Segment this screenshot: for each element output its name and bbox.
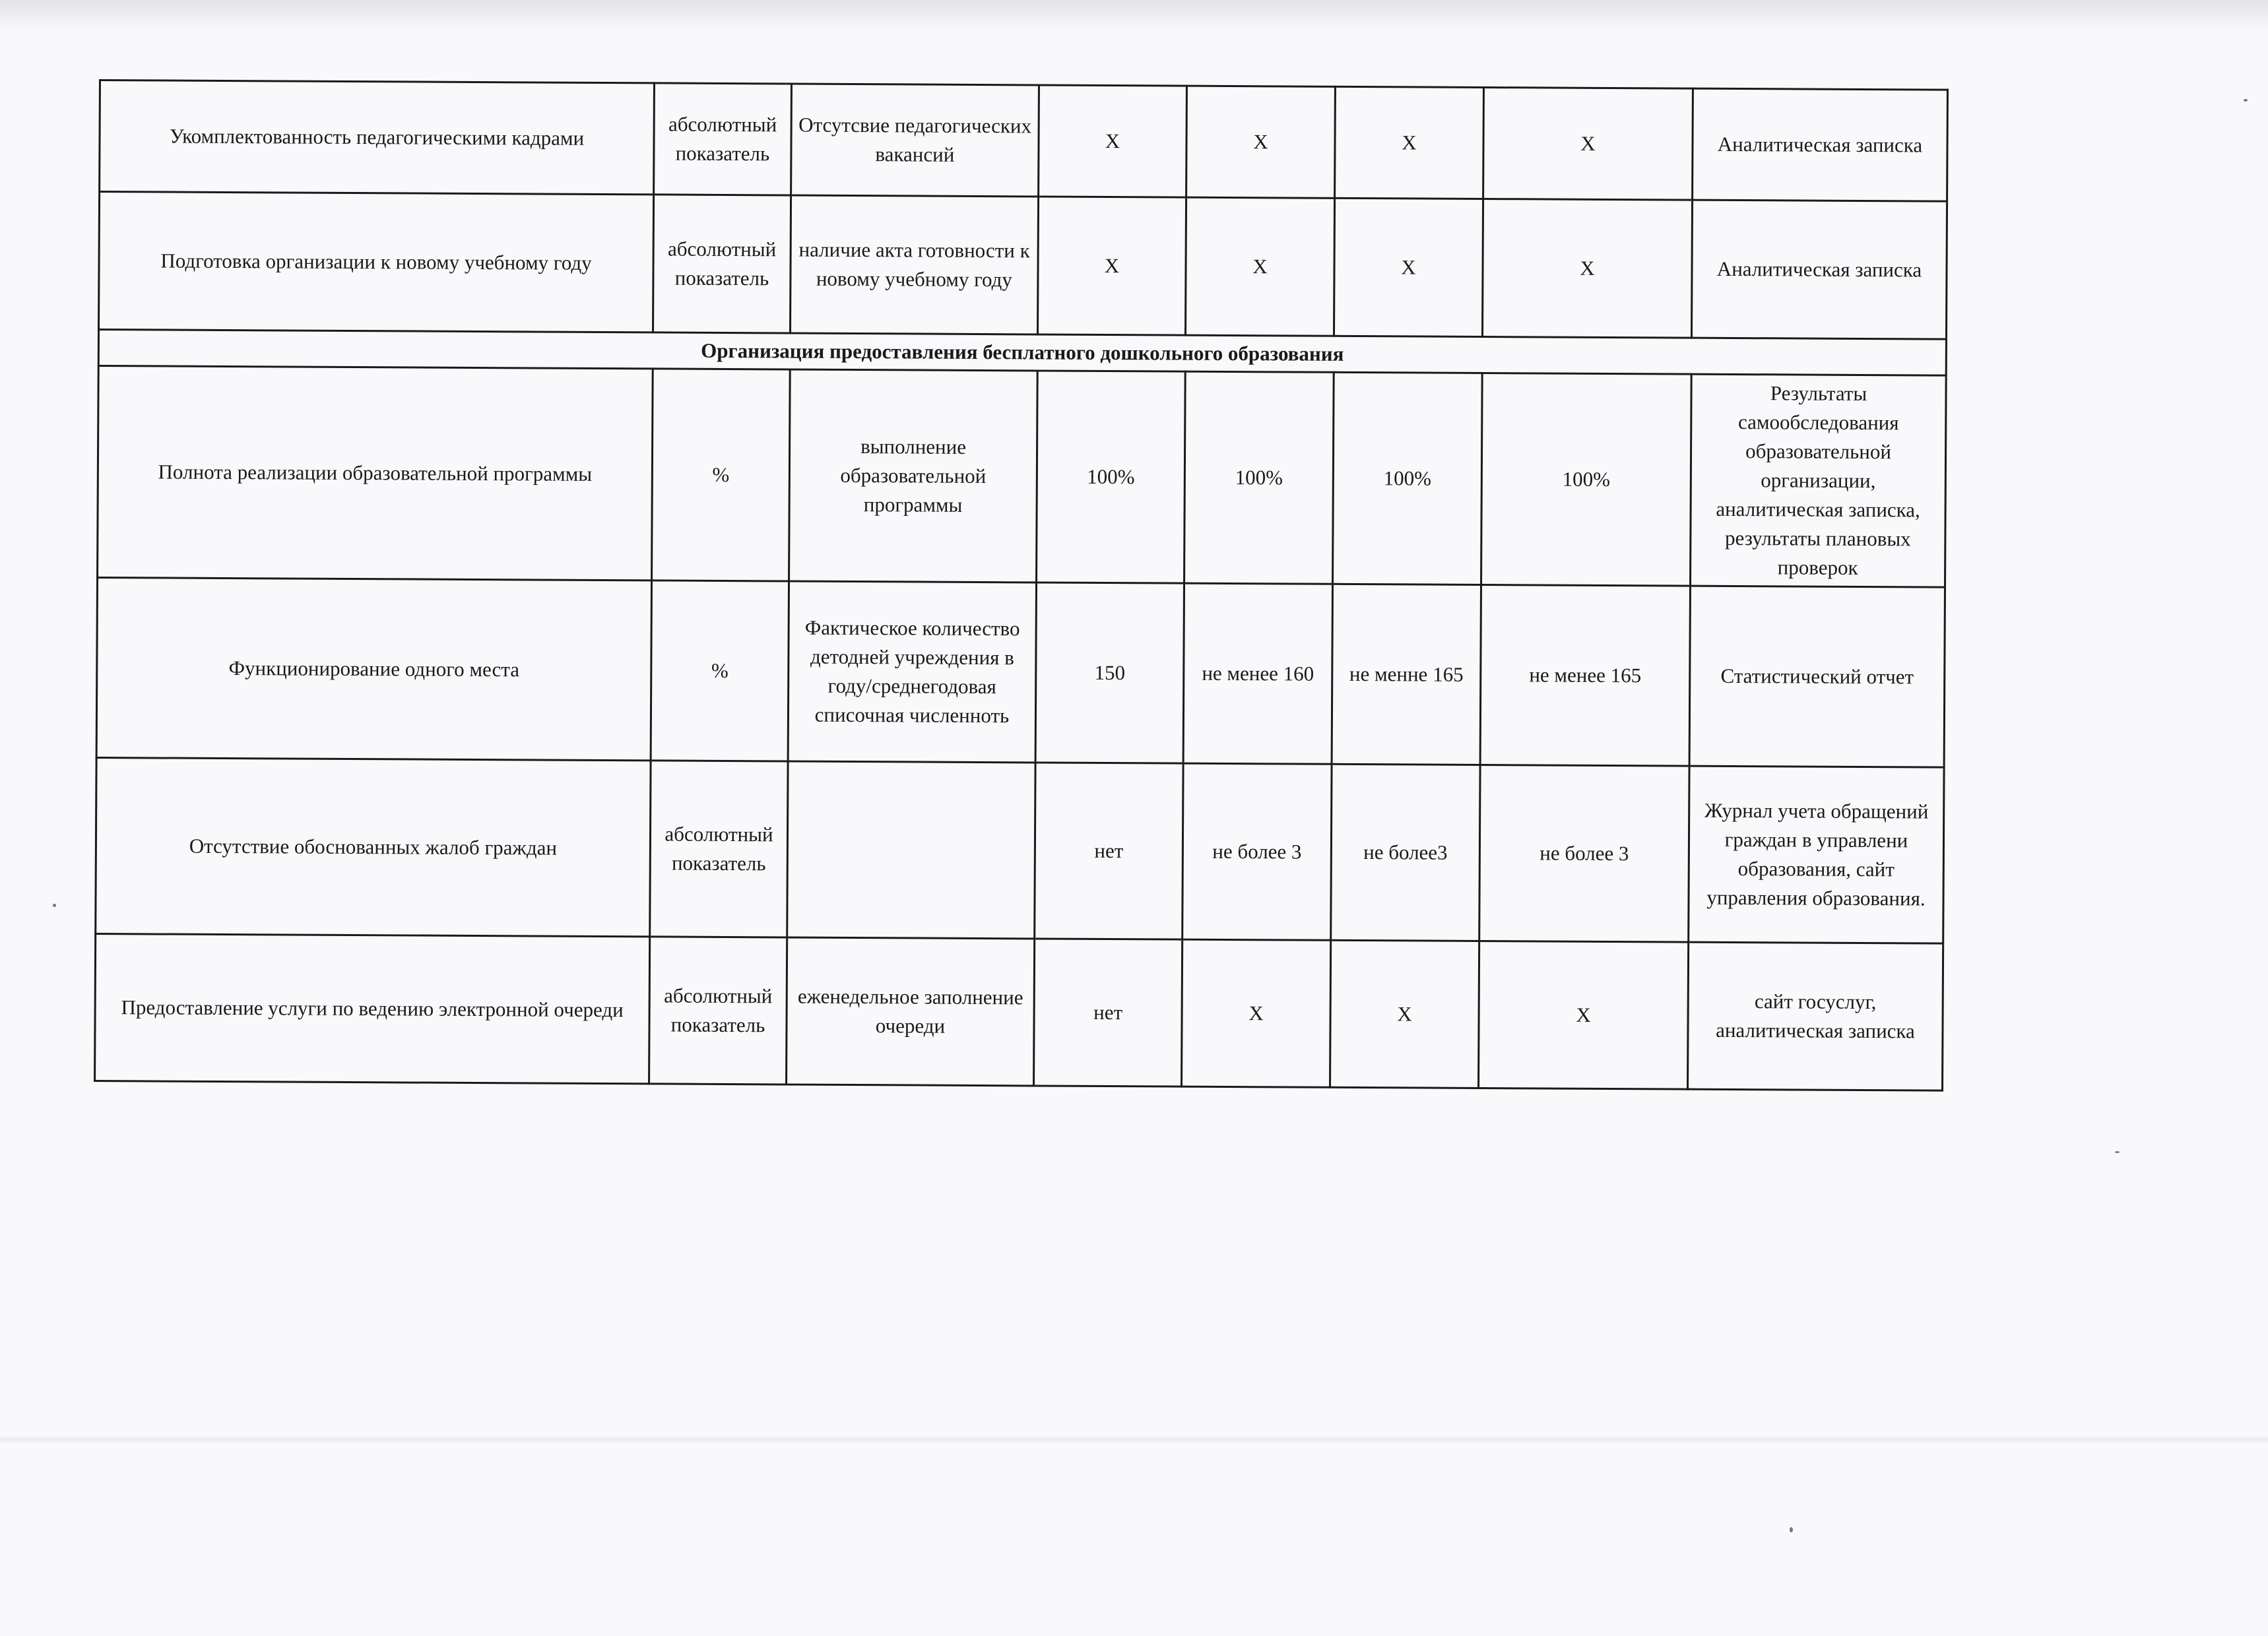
value-cell: X <box>1482 199 1692 338</box>
scan-shadow <box>0 0 2268 32</box>
table-row <box>100 80 1948 202</box>
unit-cell: абсолютный показатель <box>650 761 788 937</box>
value-cell: не менее 165 <box>1480 584 1690 766</box>
value-cell: X <box>1335 86 1484 199</box>
source-cell: Аналитическая записка <box>1693 88 1948 201</box>
indicator-cell: Укомплектованность педагогическими кадрами <box>100 80 655 195</box>
indicator-cell: Предоставление услуги по ведению электронной очереди <box>95 934 650 1084</box>
method-cell: еженедельное заполнение очереди <box>787 937 1035 1086</box>
value-cell: X <box>1182 939 1331 1087</box>
speck <box>2115 1151 2120 1153</box>
value-cell: X <box>1186 86 1336 198</box>
source-cell: Статистический отчет <box>1689 586 1945 767</box>
table-row <box>96 758 1944 944</box>
source-cell: Журнал учета обращений граждан в управлени образования, сайт управления образования. <box>1689 766 1944 943</box>
indicator-cell: Функционирование одного места <box>96 578 651 761</box>
value-cell: не более 3 <box>1479 765 1689 942</box>
value-cell: не менее 160 <box>1183 583 1332 764</box>
value-cell: X <box>1185 197 1334 336</box>
value-cell: нет <box>1034 939 1183 1086</box>
value-cell: X <box>1039 85 1187 197</box>
speck <box>1790 1527 1793 1532</box>
source-cell: Аналитическая записка <box>1691 200 1947 339</box>
method-cell <box>787 761 1035 939</box>
method-cell: Отсутсвие педагогических вакансий <box>791 84 1039 197</box>
table-row <box>98 366 1947 588</box>
value-cell: X <box>1037 197 1186 335</box>
unit-cell: абсолютный показатель <box>654 83 792 195</box>
source-cell: сайт госуслуг, аналитическая записка <box>1688 942 1943 1090</box>
source-cell: Результаты самообследования образовательной организации, аналитическая записка, результаты плановых проверок <box>1691 374 1947 587</box>
section-title: Организация предоставления бесплатного дошкольного образования <box>98 330 1946 376</box>
speck <box>2244 99 2248 102</box>
value-cell: 100% <box>1481 373 1692 586</box>
value-cell: не более3 <box>1331 764 1480 941</box>
table-row <box>95 934 1943 1091</box>
value-cell: 150 <box>1035 582 1184 763</box>
speck <box>53 904 56 907</box>
value-cell: 100% <box>1333 372 1483 584</box>
indicators-table <box>94 79 1949 1092</box>
scan-streak <box>0 1435 2268 1444</box>
unit-cell: % <box>652 369 791 581</box>
unit-cell: % <box>651 581 789 761</box>
value-cell: не менне 165 <box>1332 584 1481 765</box>
table-row <box>96 578 1945 768</box>
value-cell: не более 3 <box>1183 763 1332 940</box>
value-cell: X <box>1483 87 1693 200</box>
method-cell: Фактическое количество детодней учреждения в году/среднегодовая списочная численноть <box>788 581 1036 763</box>
value-cell: 100% <box>1184 371 1334 584</box>
value-cell: X <box>1479 941 1689 1089</box>
document-sheet <box>94 79 1947 1092</box>
unit-cell: абсолютный показатель <box>649 937 787 1085</box>
table-row <box>99 192 1947 340</box>
method-cell: выполнение образовательной программы <box>789 369 1038 582</box>
indicator-cell: Отсутствие обоснованных жалоб граждан <box>96 758 651 937</box>
value-cell: X <box>1330 940 1479 1088</box>
value-cell: X <box>1334 198 1483 336</box>
indicator-cell: Полнота реализации образовательной программы <box>98 366 653 581</box>
unit-cell: абсолютный показатель <box>653 195 791 333</box>
value-cell: 100% <box>1037 371 1186 583</box>
method-cell: наличие акта готовности к новому учебному году <box>790 195 1038 334</box>
value-cell: нет <box>1035 763 1183 939</box>
indicator-cell: Подготовка организации к новому учебному году <box>99 192 654 332</box>
